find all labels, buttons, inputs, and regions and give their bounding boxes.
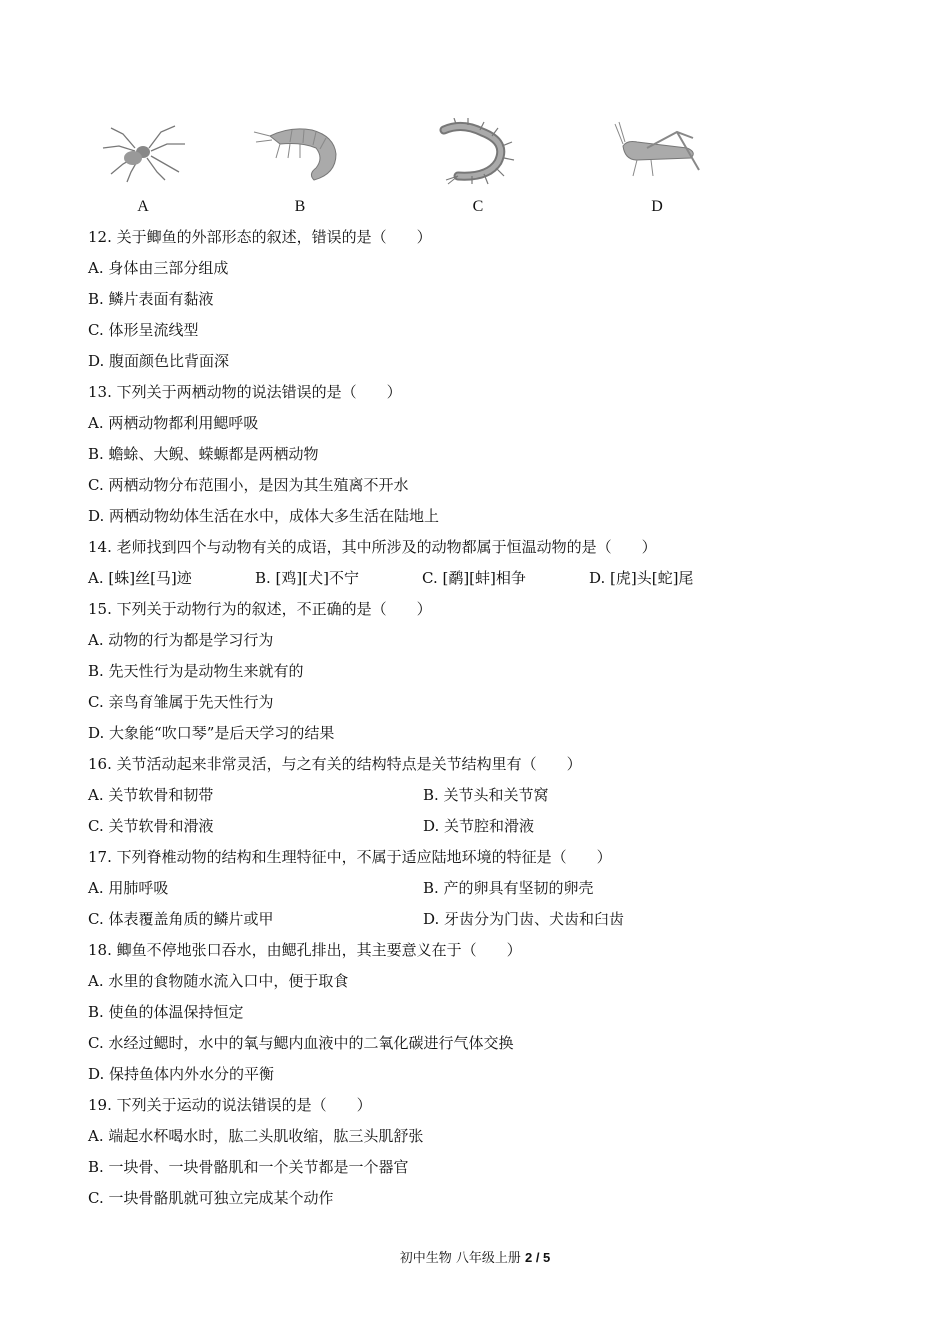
- figure-d: [602, 118, 712, 216]
- option-d: D. 腹面颜色比背面深: [88, 352, 230, 370]
- question-stem: 14. 老师找到四个与动物有关的成语，其中所涉及的动物都属于恒温动物的是（ ）: [88, 538, 657, 556]
- option-b: B. 使鱼的体温保持恒定: [88, 1003, 244, 1021]
- question-list: [88, 225, 868, 1217]
- option-a: A. 两栖动物都利用鳃呼吸: [88, 414, 259, 432]
- page-footer: [0, 1247, 950, 1266]
- option-c: C. 体形呈流线型: [88, 321, 199, 339]
- options-row: [88, 907, 868, 938]
- options-row: [88, 814, 868, 845]
- option-b: B. 关节头和关节窝: [423, 786, 549, 804]
- figure-label: A: [137, 198, 149, 215]
- question-stem: 18. 鲫鱼不停地张口吞水，由鳃孔排出，其主要意义在于（ ）: [88, 941, 522, 959]
- option-c: C. 一块骨骼肌就可独立完成某个动作: [88, 1189, 334, 1207]
- question-14: [88, 535, 868, 597]
- question-stem: 19. 下列关于运动的说法错误的是（ ）: [88, 1096, 372, 1114]
- option-b: B. 产的卵具有坚韧的卵壳: [423, 879, 594, 897]
- centipede-icon: [428, 118, 528, 186]
- option-a: A. 端起水杯喝水时，肱二头肌收缩，肱三头肌舒张: [88, 1127, 424, 1145]
- option-a: A. 身体由三部分组成: [88, 259, 229, 277]
- options-row: [88, 876, 868, 907]
- question-stem: 12. 关于鲫鱼的外部形态的叙述，错误的是（ ）: [88, 228, 432, 246]
- question-stem: 13. 下列关于两栖动物的说法错误的是（ ）: [88, 383, 402, 401]
- option-c: C. 亲鸟育雏属于先天性行为: [88, 693, 274, 711]
- question-stem: 15. 下列关于动物行为的叙述，不正确的是（ ）: [88, 600, 432, 618]
- option-c: C. 水经过鳃时，水中的氧与鳃内血液中的二氧化碳进行气体交换: [88, 1034, 514, 1052]
- question-13: [88, 380, 868, 535]
- option-c: C. 两栖动物分布范围小，是因为其生殖离不开水: [88, 476, 409, 494]
- spider-icon: [95, 118, 191, 186]
- option-c: C. 关节软骨和滑液: [88, 817, 214, 835]
- question-16: [88, 752, 868, 845]
- figure-label: B: [294, 198, 306, 215]
- option-b: B. 蟾蜍、大鲵、蝾螈都是两栖动物: [88, 445, 319, 463]
- shrimp-icon: [250, 118, 350, 186]
- animal-figures: [0, 118, 950, 218]
- figure-a: [88, 118, 198, 216]
- question-stem: 17. 下列脊椎动物的结构和生理特征中，不属于适应陆地环境的特征是（ ）: [88, 848, 612, 866]
- footer-text: 初中生物 八年级上册: [399, 1251, 525, 1266]
- option-d: D. 两栖动物幼体生活在水中，成体大多生活在陆地上: [88, 507, 440, 525]
- figure-label: C: [472, 198, 484, 215]
- option-a: A. 关节软骨和韧带: [88, 786, 214, 804]
- option-d: D. 牙齿分为门齿、犬齿和臼齿: [423, 910, 625, 928]
- option-c: C. [鹬][蚌]相争: [422, 569, 526, 587]
- question-12: [88, 225, 868, 380]
- option-d: D. [虎]头[蛇]尾: [589, 569, 694, 587]
- figure-label: D: [651, 198, 663, 215]
- question-15: [88, 597, 868, 752]
- option-c: C. 体表覆盖角质的鳞片或甲: [88, 910, 274, 928]
- option-d: D. 关节腔和滑液: [423, 817, 535, 835]
- options-row: [88, 783, 868, 814]
- option-d: D. 大象能“吹口琴”是后天学习的结果: [88, 724, 335, 742]
- question-18: [88, 938, 868, 1093]
- page-number: 2 / 5: [524, 1250, 551, 1265]
- figure-c: [423, 118, 533, 216]
- grasshopper-icon: [607, 118, 707, 186]
- option-a: A. 用肺呼吸: [88, 879, 169, 897]
- question-stem: 16. 关节活动起来非常灵活，与之有关的结构特点是关节结构里有（ ）: [88, 755, 582, 773]
- option-b: B. 先天性行为是动物生来就有的: [88, 662, 304, 680]
- option-a: A. [蛛]丝[马]迹: [88, 569, 192, 587]
- question-17: [88, 845, 868, 938]
- question-19: [88, 1093, 868, 1217]
- options-row: [88, 566, 868, 597]
- option-d: D. 保持鱼体内外水分的平衡: [88, 1065, 275, 1083]
- option-a: A. 动物的行为都是学习行为: [88, 631, 274, 649]
- option-a: A. 水里的食物随水流入口中，便于取食: [88, 972, 349, 990]
- option-b: B. 鳞片表面有黏液: [88, 290, 214, 308]
- figure-b: [245, 118, 355, 216]
- option-b: B. 一块骨、一块骨骼肌和一个关节都是一个器官: [88, 1158, 409, 1176]
- option-b: B. [鸡][犬]不宁: [255, 569, 359, 587]
